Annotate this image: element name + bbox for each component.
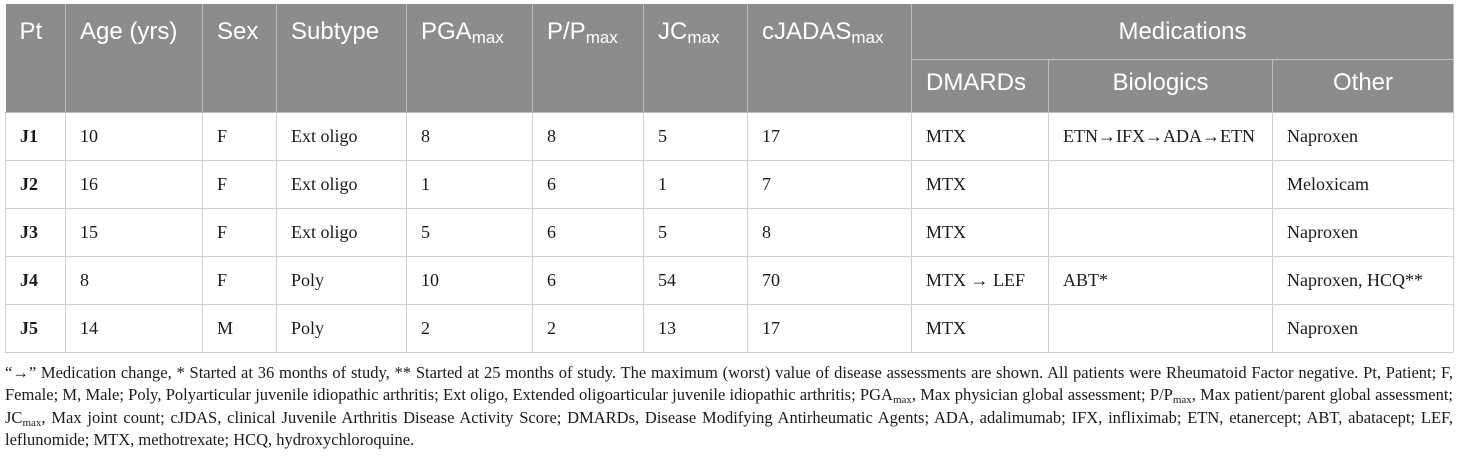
cell-jc: 5 <box>644 112 748 160</box>
cell-subtype: Poly <box>277 256 407 304</box>
cell-sex: M <box>203 304 277 352</box>
cell-cjadas: 17 <box>748 304 912 352</box>
cell-dmards: MTX <box>912 112 1049 160</box>
table-row <box>6 112 1454 160</box>
table-footnote: “→” Medication change, * Started at 36 months of study, ** Started at 25 months of study. The maximum (worst) value of disease assessments are shown. All patients were Rheumatoid Factor negative. Pt, Patient; F, Female; M, Male; Poly, Polyarticular juvenile idiopathic arthritis; Ext oligo, Extended oligoarticular juvenile idiopathic arthritis; $PGA_{max}$, Max physician global assessment; $P/P_{max}$, Max patient/parent global assessment; $JC_{max}$, Max joint count; cJDAS, clinical Juvenile Arthritis Disease Activity Score; DMARDs, Disease Modifying Antirheumatic Agents; ADA, adalimumab; IFX, infliximab; ETN, etanercept; ABT, abatacept; LEF, leflunomide; MTX, methotrexate; HCQ, hydroxychloroquine. <box>5 362 1454 449</box>
header-subtype: Subtype <box>277 4 407 112</box>
cell-pga: 8 <box>407 112 533 160</box>
cell-other: Naproxen, HCQ** <box>1273 256 1454 304</box>
header-row <box>6 4 1454 59</box>
cell-biologics <box>1049 304 1273 352</box>
cell-subtype: Ext oligo <box>277 112 407 160</box>
cell-sex: F <box>203 112 277 160</box>
cell-jc: 5 <box>644 208 748 256</box>
cell-age: 8 <box>66 256 203 304</box>
cell-sex: F <box>203 256 277 304</box>
cell-pga: 2 <box>407 304 533 352</box>
cell-dmards: MTX <box>912 160 1049 208</box>
cell-pga: 10 <box>407 256 533 304</box>
cell-age: 15 <box>66 208 203 256</box>
cell-pt: J4 <box>6 256 66 304</box>
table-row <box>6 160 1454 208</box>
cell-cjadas: 70 <box>748 256 912 304</box>
cell-jc: 1 <box>644 160 748 208</box>
cell-pt: J5 <box>6 304 66 352</box>
cell-pp: 6 <box>533 208 644 256</box>
header-jc: $JC_{max}$ <box>644 4 748 112</box>
table-figure <box>5 4 1453 452</box>
cell-pp: 6 <box>533 256 644 304</box>
header-pga: $PGA_{max}$ <box>407 4 533 112</box>
cell-dmards: MTX <box>912 304 1049 352</box>
table-row <box>6 208 1454 256</box>
header-cjadas: cJADAS$_{max}$ <box>748 4 912 112</box>
cell-biologics: ETN→IFX→ADA→ETN <box>1049 112 1273 160</box>
cell-pt: J3 <box>6 208 66 256</box>
cell-pp: 8 <box>533 112 644 160</box>
cell-subtype: Poly <box>277 304 407 352</box>
cell-other: Meloxicam <box>1273 160 1454 208</box>
header-pt: Pt <box>6 4 66 112</box>
header-age: Age (yrs) <box>66 4 203 112</box>
cell-cjadas: 17 <box>748 112 912 160</box>
cell-sex: F <box>203 160 277 208</box>
cell-dmards: MTX <box>912 208 1049 256</box>
header-dmards: DMARDs <box>912 59 1049 112</box>
cell-subtype: Ext oligo <box>277 160 407 208</box>
cell-jc: 54 <box>644 256 748 304</box>
table-row <box>6 304 1454 352</box>
cell-other: Naproxen <box>1273 208 1454 256</box>
table-row <box>6 256 1454 304</box>
cell-age: 14 <box>66 304 203 352</box>
header-other: Other <box>1273 59 1454 112</box>
cell-biologics: ABT* <box>1049 256 1273 304</box>
cell-sex: F <box>203 208 277 256</box>
cell-pp: 2 <box>533 304 644 352</box>
cell-other: Naproxen <box>1273 112 1454 160</box>
cell-jc: 13 <box>644 304 748 352</box>
cell-pga: 5 <box>407 208 533 256</box>
cell-pt: J2 <box>6 160 66 208</box>
cell-cjadas: 8 <box>748 208 912 256</box>
patient-table <box>5 4 1454 353</box>
cell-cjadas: 7 <box>748 160 912 208</box>
header-sex: Sex <box>203 4 277 112</box>
cell-pp: 6 <box>533 160 644 208</box>
cell-age: 16 <box>66 160 203 208</box>
cell-pt: J1 <box>6 112 66 160</box>
cell-subtype: Ext oligo <box>277 208 407 256</box>
header-biologics: Biologics <box>1049 59 1273 112</box>
header-pp: $P/P_{max}$ <box>533 4 644 112</box>
cell-pga: 1 <box>407 160 533 208</box>
cell-other: Naproxen <box>1273 304 1454 352</box>
cell-biologics <box>1049 208 1273 256</box>
cell-biologics <box>1049 160 1273 208</box>
cell-age: 10 <box>66 112 203 160</box>
cell-dmards: MTX → LEF <box>912 256 1049 304</box>
header-medications: Medications <box>912 4 1454 59</box>
